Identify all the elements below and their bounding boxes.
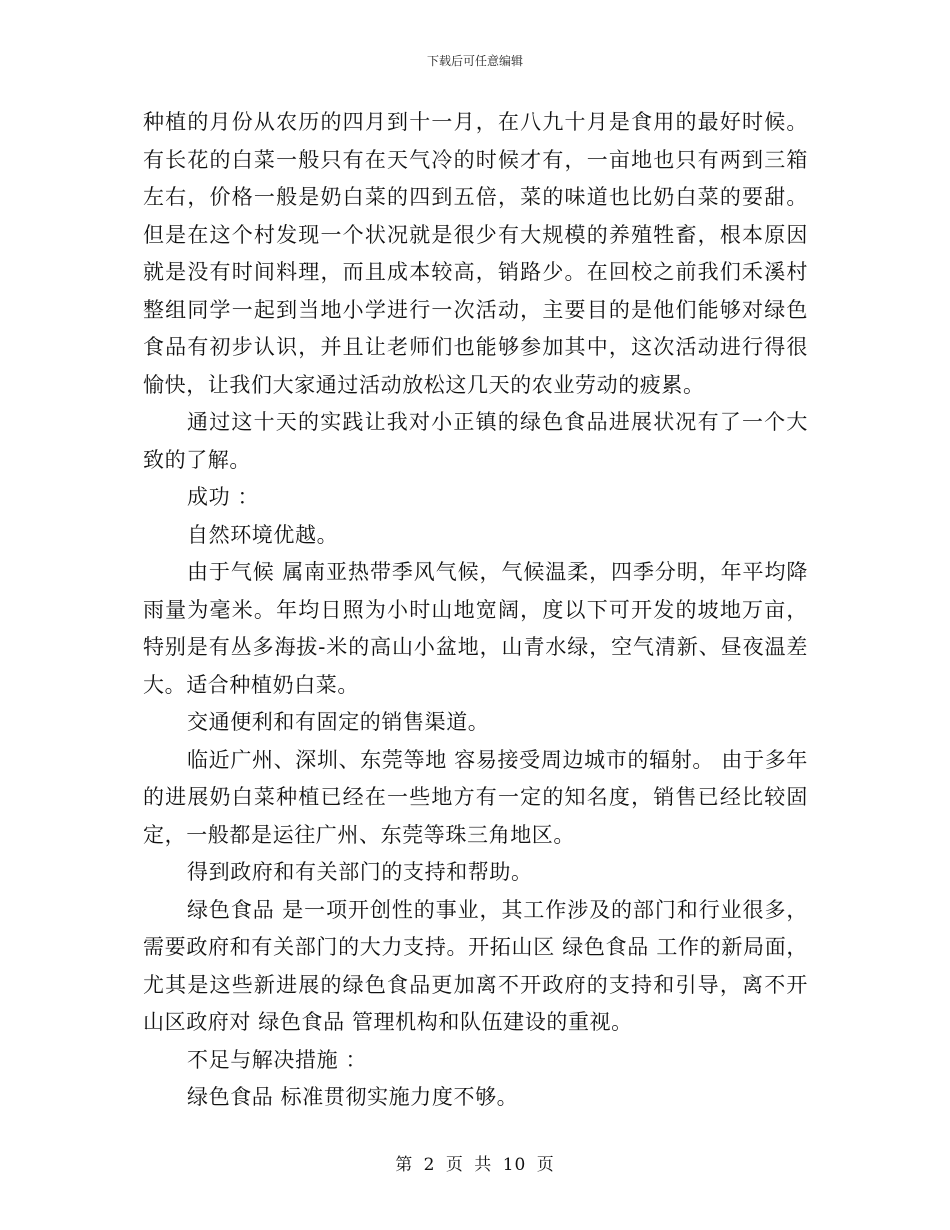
section-heading: 成功 ： <box>187 485 260 509</box>
subheading: 自然环境优越。 <box>187 522 339 547</box>
section-heading: 不足与解决措施 ： <box>187 1047 368 1072</box>
paragraph: 绿色食品 是一项开创性的事业，其工作涉及的部门和行业很多，需要政府和有关部门的大力支持。开拓山区 绿色食品 工作的新局面，尤其是这些新进展的绿色食品更加离不开政府的支持和引导，离不开山区政府对 绿色食品 管理机构和队伍建设的重视。 <box>143 897 808 1034</box>
subheading: 得到政府和有关部门的支持和帮助。 <box>187 860 533 884</box>
paragraph: 由于气候 属南亚热带季风气候，气候温柔，四季分明，年平均降雨量为毫米。年均日照为小时山地宽阔，度以下可开发的坡地万亩，特别是有丛多海拔-米的高山小盆地，山青水绿，空气清新、昼夜温差大。适合种植奶白菜。 <box>143 560 808 697</box>
page-header: 下载后可任意编辑 <box>426 54 523 68</box>
paragraph: 通过这十天的实践让我对小正镇的绿色食品进展状况有了一个大致的了解。 <box>143 410 808 472</box>
subheading: 绿色食品 标准贯彻实施力度不够。 <box>187 1085 519 1109</box>
paragraph: 种植的月份从农历的四月到十一月，在八九十月是食用的最好时候。有长花的白菜一般只有在天气冷的时候才有，一亩地也只有两到三箱左右，价格一般是奶白菜的四到五倍，菜的味道也比奶白菜的要甜。但是在这个村发现一个状况就是很少有大规模的养殖牲畜，根本原因就是没有时间料理，而且成本较高，销路少。在回校之前我们禾溪村整组同学一起到当地小学进行一次活动，主要目的是他们能够对绿色食品有初步认识，并且让老师们也能够参加其中，这次活动进行得很愉快，让我们大家通过活动放松这几天的农业劳动的疲累。 <box>143 110 808 397</box>
paragraph: 临近广州、深圳、东莞等地 容易接受周边城市的辐射。 由于多年的进展奶白菜种植已经在一些地方有一定的知名度，销售已经比较固定，一般都是运往广州、东莞等珠三角地区。 <box>143 747 808 847</box>
subheading: 交通便利和有固定的销售渠道。 <box>187 710 490 734</box>
page-footer: 第 2 页 共 10 页 <box>395 1155 555 1175</box>
document-body <box>143 104 808 1117</box>
